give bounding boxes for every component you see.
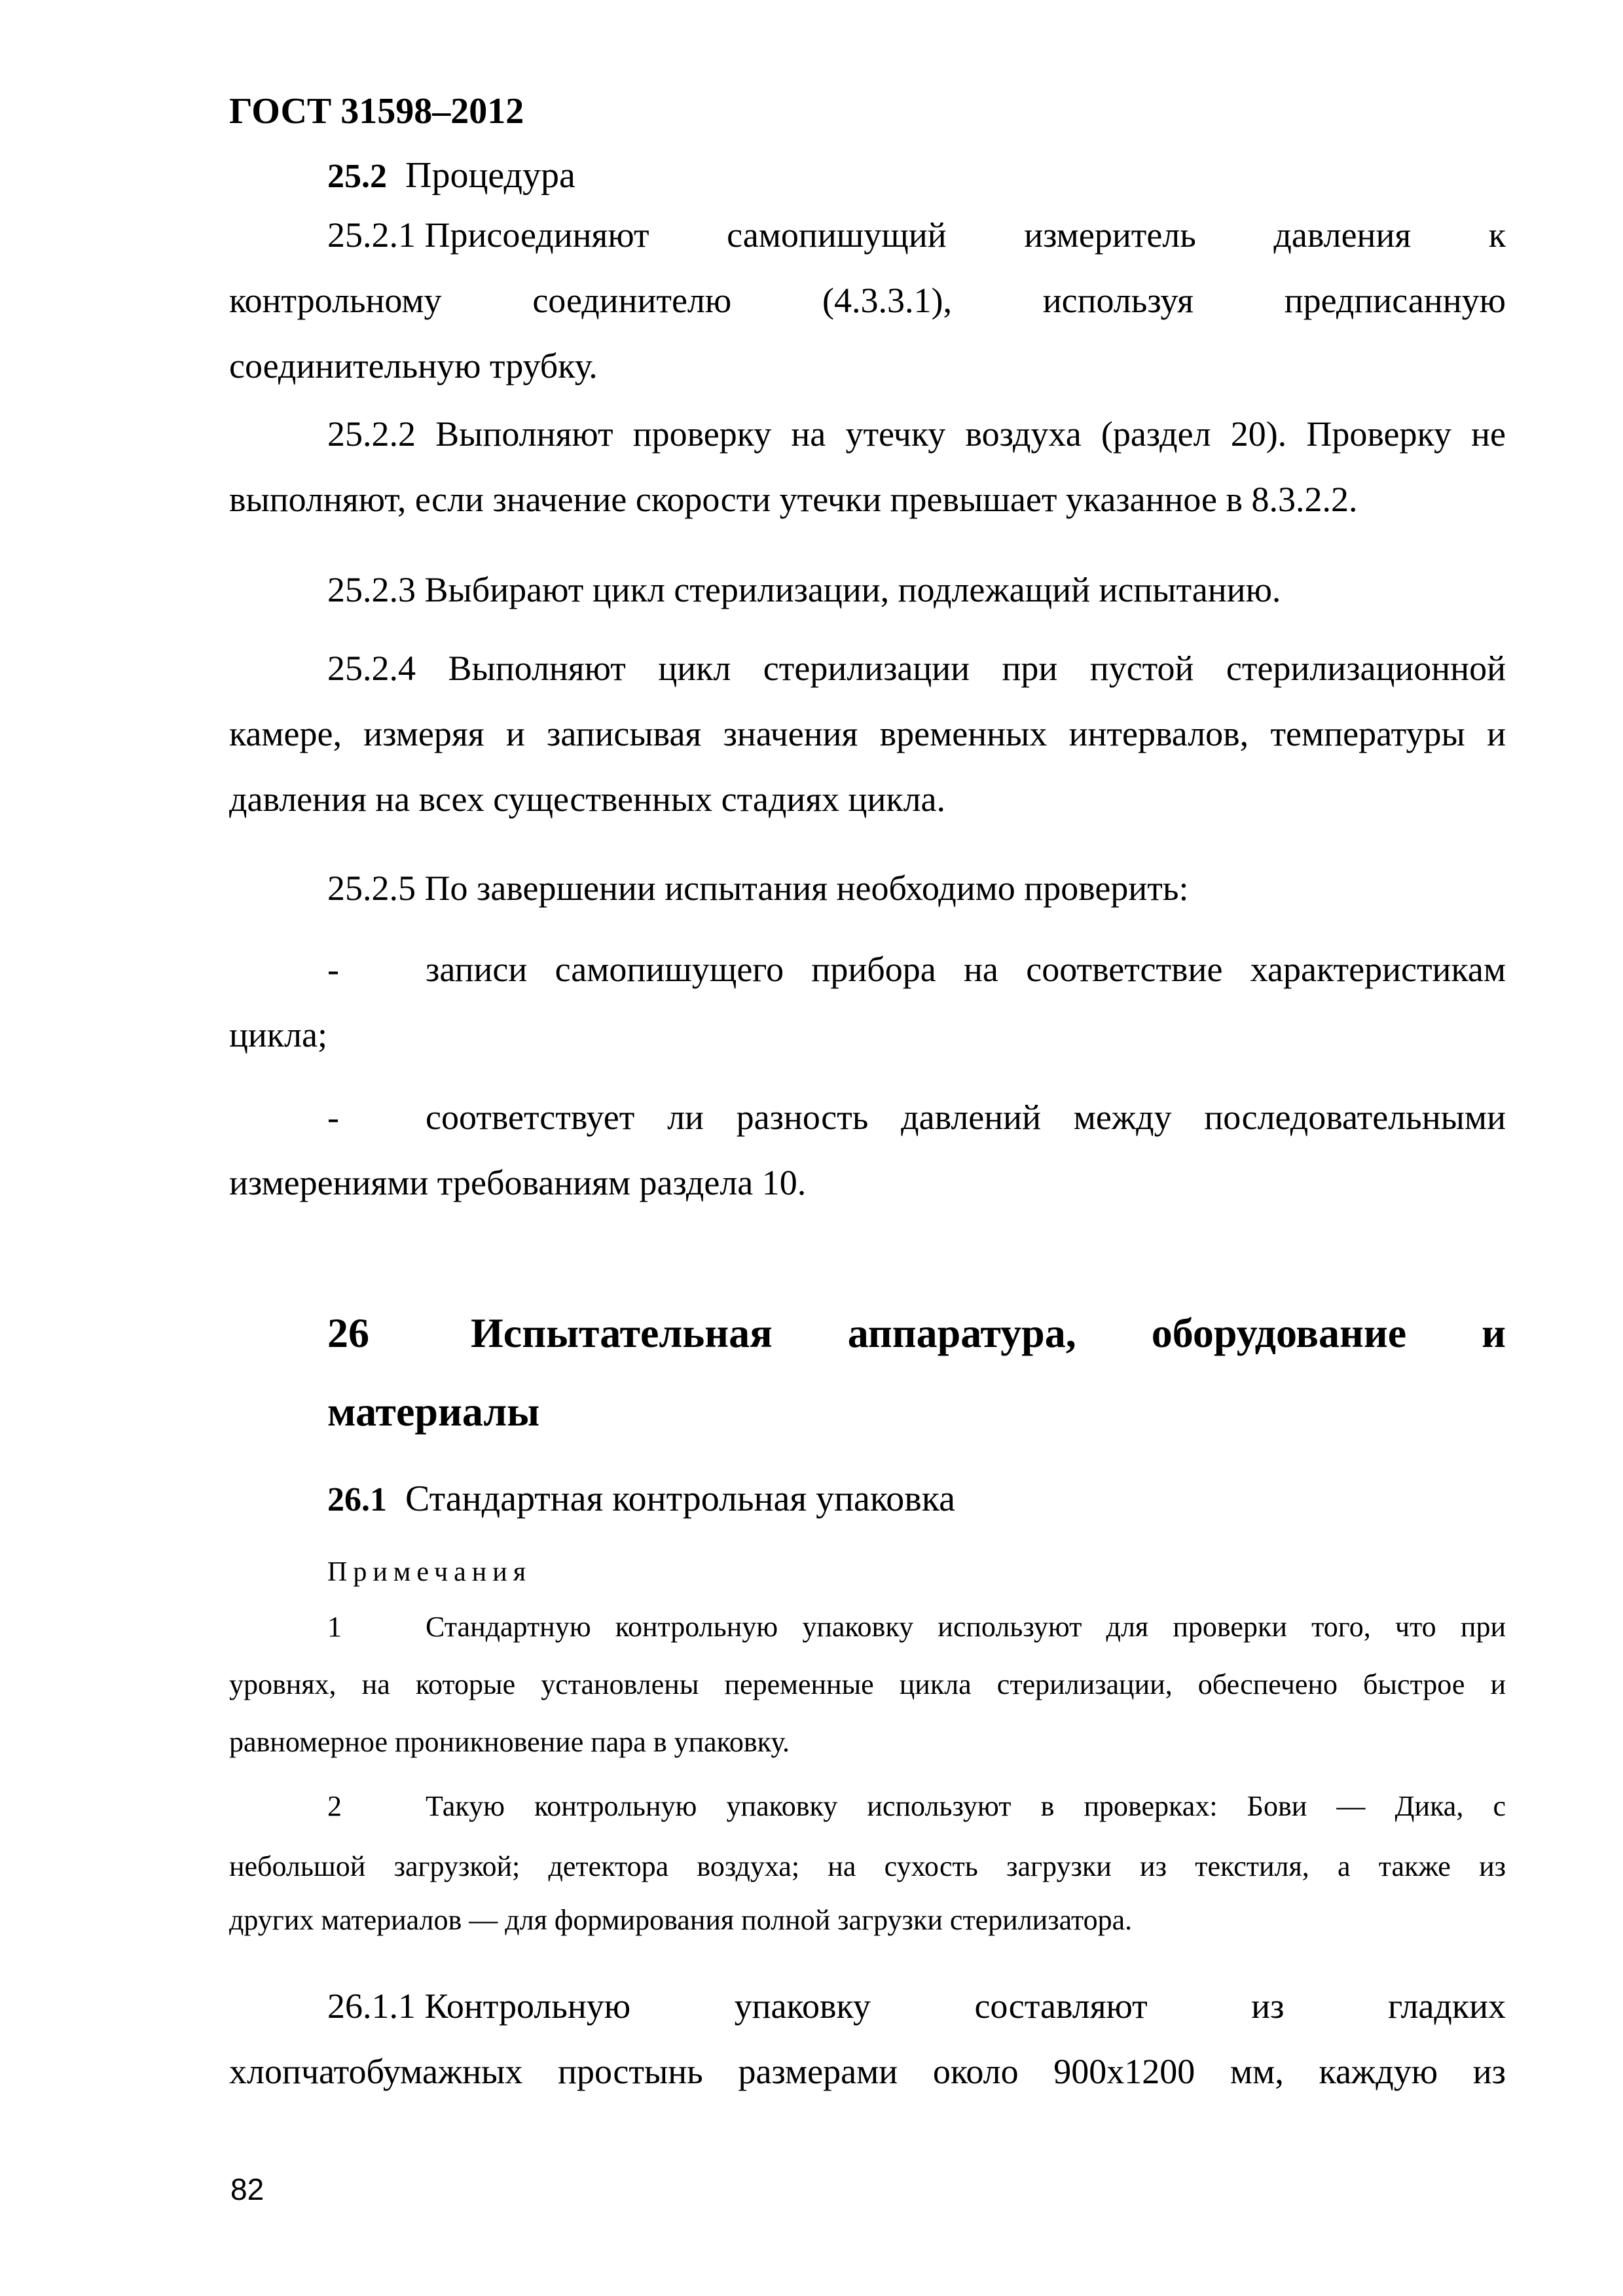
section-26-1-heading: [327, 1478, 955, 1520]
heading-word: и: [1482, 1310, 1506, 1356]
bullet-marker: -: [327, 1098, 339, 1137]
note-2-number: 2: [327, 1790, 342, 1822]
section-25-2-heading: [327, 154, 575, 196]
word: измеритель: [1024, 215, 1196, 255]
heading-word: оборудование: [1151, 1310, 1407, 1356]
word: контрольному: [229, 281, 442, 320]
bullet-item-1-line1: записи самопишущего прибора на соответствие характеристикам: [426, 950, 1506, 989]
heading-word: аппаратура,: [847, 1310, 1076, 1356]
word: к: [1488, 215, 1506, 255]
notes-heading: Примечания: [327, 1557, 532, 1587]
word: давления: [1273, 215, 1412, 255]
paragraph-25-2-3: 25.2.3 Выбирают цикл стерилизации, подлежащий испытанию.: [327, 570, 1281, 609]
note-2-line1: Такую контрольную упаковку используют в проверках: Бови — Дика, с: [426, 1790, 1506, 1822]
paragraph-line: соединительную трубку.: [229, 346, 598, 386]
paragraph-26-1-1-line2: хлопчатобумажных простынь размерами около 900х1200 мм, каждую из: [229, 2052, 1506, 2091]
section-number: 26.1: [327, 1481, 387, 1518]
section-26-heading-line1: [327, 1295, 1506, 1372]
document-header: ГОСТ 31598–2012: [229, 91, 524, 132]
paragraph-26-1-1-line1: [327, 1986, 1506, 2026]
note-1-number: 1: [327, 1611, 342, 1643]
word: гладких: [1388, 1986, 1506, 2026]
section-number: 25.2: [327, 158, 387, 195]
note-2-line3: других материалов — для формирования полной загрузки стерилизатора.: [229, 1904, 1133, 1936]
bullet-item-2-line1: соответствует ли разность давлений между последовательными: [426, 1098, 1506, 1137]
paragraph-25-2-2-line1: 25.2.2 Выполняют проверку на утечку воздуха (раздел 20). Проверку не: [327, 414, 1506, 454]
note-1-line2: уровнях, на которые установлены переменные цикла стерилизации, обеспечено быстрое и: [229, 1668, 1506, 1700]
paragraph-25-2-4-line3: давления на всех существенных стадиях цикла.: [229, 780, 946, 819]
section-title: Стандартная контрольная упаковка: [405, 1479, 955, 1519]
word: соединителю: [532, 281, 732, 320]
note-2-line2: небольшой загрузкой; детектора воздуха; на сухость загрузки из текстиля, а также из: [229, 1850, 1506, 1882]
word: 25.2.1 Присоединяют: [327, 215, 649, 255]
paragraph-25-2-4-line2: камере, измеряя и записывая значения временных интервалов, температуры и: [229, 714, 1506, 753]
paragraph-25-2-5-intro: 25.2.5 По завершении испытания необходимо проверить:: [327, 869, 1189, 908]
note-1-line3: равномерное проникновение пара в упаковку.: [229, 1726, 790, 1758]
section-title: Процедура: [405, 155, 575, 196]
paragraph-line: [229, 280, 1506, 321]
paragraph-line: [327, 215, 1506, 255]
section-26-heading-line2: материалы: [327, 1388, 540, 1435]
note-1-line1: Стандартную контрольную упаковку используют для проверки того, что при: [426, 1611, 1506, 1643]
bullet-marker: -: [327, 950, 339, 989]
word: самопишущий: [727, 215, 947, 255]
bullet-item-1-line2: цикла;: [229, 1015, 327, 1054]
word: упаковку: [734, 1986, 871, 2026]
word: предписанную: [1284, 281, 1506, 320]
word: 26.1.1 Контрольную: [327, 1986, 631, 2026]
page-number: 82: [230, 2172, 264, 2206]
section-number: 26: [327, 1310, 369, 1356]
heading-word: Испытательная: [471, 1310, 773, 1356]
word: используя: [1042, 281, 1194, 320]
paragraph-25-2-4-line1: 25.2.4 Выполняют цикл стерилизации при пустой стерилизационной: [327, 649, 1506, 688]
paragraph-25-2-2-line2: выполняют, если значение скорости утечки превышает указанное в 8.3.2.2.: [229, 480, 1358, 519]
word: (4.3.3.1),: [822, 281, 952, 320]
word: из: [1251, 1986, 1285, 2026]
word: составляют: [974, 1986, 1148, 2026]
bullet-item-2-line2: измерениями требованиям раздела 10.: [229, 1163, 807, 1202]
